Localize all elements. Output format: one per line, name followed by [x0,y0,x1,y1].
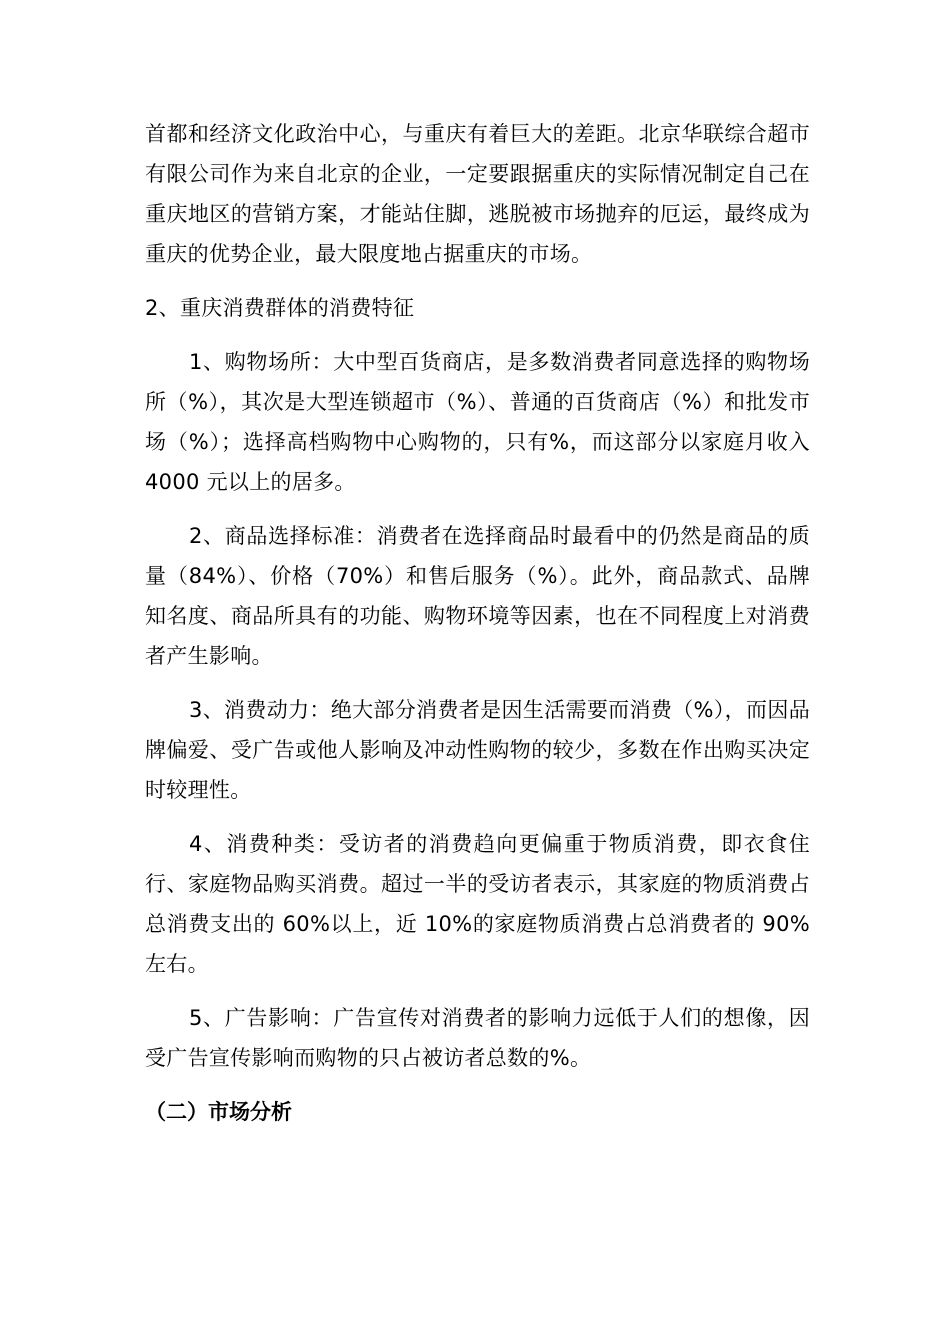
paragraph-advertising-influence: 5、广告影响：广告宣传对消费者的影响力远低于人们的想像，因受广告宣传影响而购物的只占被访者总数的%。 [145,1006,810,1070]
paragraph-selection-criteria: 2、商品选择标准：消费者在选择商品时最看中的仍然是商品的质量（84%）、价格（70%）和售后服务（%）。此外，商品款式、品牌知名度、商品所具有的功能、购物环境等因素，也在不同程度上对消费者产生影响。 [145,524,810,668]
subsection-title: 2、重庆消费群体的消费特征 [145,296,415,320]
paragraph-intro: 首都和经济文化政治中心，与重庆有着巨大的差距。北京华联综合超市有限公司作为来自北京的企业，一定要跟据重庆的实际情况制定自己在重庆地区的营销方案，才能站住脚，逃脱被市场抛弃的厄运，最终成为重庆的优势企业，最大限度地占据重庆的市场。 [145,122,810,266]
section-heading: （二）市场分析 [145,1100,292,1124]
paragraph-consumption-types: 4、消费种类：受访者的消费趋向更偏重于物质消费，即衣食住行、家庭物品购买消费。超过一半的受访者表示，其家庭的物质消费占总消费支出的 60%以上，近 10%的家庭物质消费占总消费者的 90%左右。 [145,832,810,976]
paragraph-shopping-venue: 1、购物场所：大中型百货商店，是多数消费者同意选择的购物场所（%），其次是大型连锁超市（%）、普通的百货商店（%）和批发市场（%）；选择高档购物中心购物的，只有%，而这部分以家庭月收入 4000 元以上的居多。 [145,350,810,494]
document-page [145,114,810,1132]
paragraph-consumption-motive: 3、消费动力：绝大部分消费者是因生活需要而消费（%），而因品牌偏爱、受广告或他人影响及冲动性购物的较少，多数在作出购买决定时较理性。 [145,698,810,802]
